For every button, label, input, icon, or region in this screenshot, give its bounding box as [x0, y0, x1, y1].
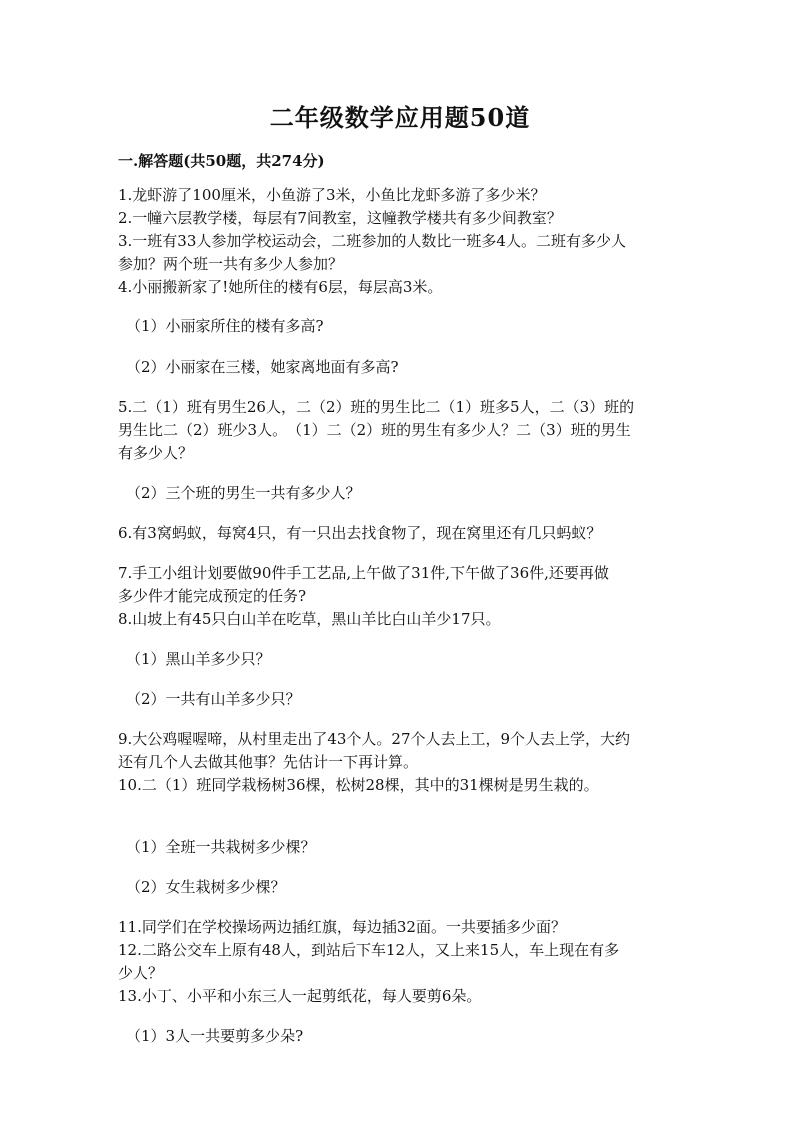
page-title: 二年级数学应用题50道: [269, 103, 531, 132]
question-5-part-2: （2）三个班的男生一共有多少人？: [126, 484, 361, 502]
question-10: 10.二（1）班同学栽杨树36棵，松树28棵，其中的31棵树是男生栽的。: [118, 776, 599, 794]
question-4: 4.小丽搬新家了!她所住的楼有6层，每层高3米。: [118, 278, 443, 296]
question-12-cont: 少人？: [118, 964, 164, 982]
question-2: 2.一幢六层教学楼，每层有7间教室，这幢教学楼共有多少间教室？: [118, 209, 562, 227]
question-4-part-1: （1）小丽家所住的楼有多高?: [126, 317, 324, 335]
question-13: 13.小丁、小平和小东三人一起剪纸花，每人要剪6朵。: [118, 987, 482, 1005]
question-10-part-2: （2）女生栽树多少棵？: [126, 878, 286, 896]
question-8: 8.山坡上有45只白山羊在吃草，黑山羊比白山羊少17只。: [118, 610, 501, 628]
question-10-part-1: （1）全班一共栽树多少棵？: [126, 838, 316, 856]
question-7: 7.手工小组计划要做90件手工艺品,上午做了31件,下午做了36件,还要再做: [118, 564, 609, 582]
question-1: 1.龙虾游了100厘米，小鱼游了3米，小鱼比龙虾多游了多少米？: [118, 186, 546, 204]
question-7-cont: 多少件才能完成预定的任务?: [118, 587, 307, 605]
question-5-cont-2: 有多少人？: [118, 444, 194, 462]
section-heading: 一.解答题(共50题，共274分): [118, 152, 325, 170]
question-3-cont: 参加？两个班一共有多少人参加？: [118, 255, 344, 273]
question-9: 9.大公鸡喔喔啼，从村里走出了43个人。27个人去上工，9个人去上学，大约: [118, 730, 631, 748]
question-5-cont-1: 男生比二（2）班少3人。 （1）二（2）班的男生有多少人？二（3）班的男生: [118, 421, 631, 439]
question-4-part-2: （2）小丽家在三楼，她家离地面有多高?: [126, 358, 399, 376]
question-13-part-1: （1）3人一共要剪多少朵?: [126, 1027, 304, 1045]
question-9-cont: 还有几个人去做其他事？先估计一下再计算。: [118, 753, 419, 771]
question-11: 11.同学们在学校操场两边插红旗，每边插32面。一共要插多少面？: [118, 918, 566, 936]
question-8-part-1: （1）黑山羊多少只？: [126, 650, 271, 668]
question-5: 5.二（1）班有男生26人，二（2）班的男生比二（1）班多5人，二（3）班的: [118, 398, 635, 416]
question-3: 3.一班有33人参加学校运动会，二班参加的人数比一班多4人。二班有多少人: [118, 232, 626, 250]
question-8-part-2: （2）一共有山羊多少只？: [126, 690, 301, 708]
question-6: 6.有3窝蚂蚁，每窝4只，有一只出去找食物了，现在窝里还有几只蚂蚁？: [118, 524, 602, 542]
question-12: 12.二路公交车上原有48人，到站后下车12人，又上来15人，车上现在有多: [118, 941, 620, 959]
